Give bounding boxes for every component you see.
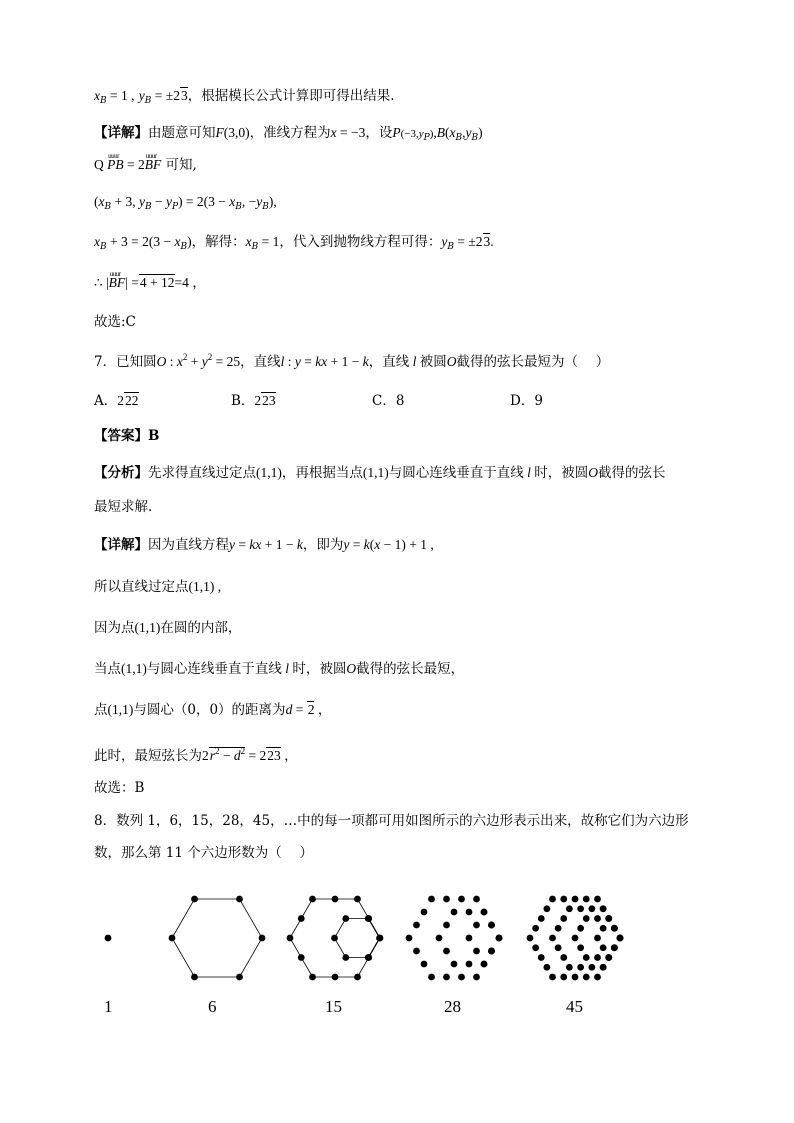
hex45-l4-dot bbox=[532, 925, 539, 932]
solution-line-4: ($x_B + 3$, $y_B - y_P) = 2(3 - x_B$, $-y_B$), bbox=[94, 194, 277, 212]
solution-line-7: 故选:C bbox=[94, 314, 136, 330]
hex45-l4-dot bbox=[560, 896, 567, 903]
hex45-l4-dot bbox=[538, 915, 545, 922]
hex6-dot bbox=[191, 896, 198, 903]
hex45-l1-dot bbox=[600, 944, 607, 951]
hex28-l2-dot bbox=[451, 961, 458, 968]
hex28-l2-dot bbox=[466, 961, 473, 968]
hex28-l1-dot bbox=[496, 935, 503, 942]
hex15-outer-dot bbox=[298, 954, 305, 961]
hex45-l3-dot bbox=[560, 915, 567, 922]
hex15-outer-dot bbox=[298, 915, 305, 922]
hex6-outline bbox=[172, 899, 262, 977]
solution-line-5: $x_B + 3 = 2(3 - x_B)$，解得：$x_B = 1$，代入到抛物线方程可得：$y_B = \pm 23$. bbox=[94, 234, 494, 252]
hex15-inner-dot bbox=[365, 915, 372, 922]
hex15-outer-dot bbox=[354, 896, 361, 903]
option-b: B．223 bbox=[231, 393, 276, 409]
hex28-l2-dot bbox=[443, 922, 450, 929]
hex45-l4-dot bbox=[543, 905, 550, 912]
solution-line-3: Q uuur PB = 2uuur BF 可知, bbox=[94, 155, 197, 175]
hex45-l2-dot bbox=[577, 925, 584, 932]
option-d: D．9 bbox=[510, 393, 543, 409]
analysis-line-2: 最短求解. bbox=[94, 499, 153, 515]
hex45-l2-dot bbox=[583, 915, 590, 922]
hex28-l1-dot bbox=[466, 935, 473, 942]
hex6-dot bbox=[169, 935, 176, 942]
hex45-l1-dot bbox=[594, 935, 601, 942]
hex45-l3-dot bbox=[566, 964, 573, 971]
hex45-l3-dot bbox=[600, 964, 607, 971]
hex45-l2-dot bbox=[572, 935, 579, 942]
hex15-inner-dot bbox=[376, 935, 383, 942]
hex28-l3-dot bbox=[406, 935, 413, 942]
answer-label: 【答案】B bbox=[94, 428, 160, 444]
hex6-dot bbox=[259, 935, 266, 942]
hex28-l3-dot bbox=[458, 974, 465, 981]
detail-line-7: 故选：B bbox=[94, 780, 145, 796]
hex1-dot bbox=[105, 935, 112, 942]
figure-label-6: 6 bbox=[208, 997, 217, 1016]
hex15-inner-dot bbox=[342, 915, 349, 922]
detail-line-6: 此时，最短弦长为$2r^2 - d^2 = 223$ ， bbox=[94, 746, 298, 764]
hex15-inner-outline bbox=[335, 919, 380, 958]
hex28-l3-dot bbox=[421, 961, 428, 968]
figure-label-28: 28 bbox=[444, 997, 461, 1016]
hex45-l4-dot bbox=[527, 935, 534, 942]
hex28-l2-dot bbox=[436, 935, 443, 942]
hex45-l3-dot bbox=[549, 935, 556, 942]
detail-line-3: 因为点(1,1)在圆的内部， bbox=[94, 620, 242, 636]
figure-label-1: 1 bbox=[104, 997, 113, 1016]
hex28-l1-dot bbox=[488, 948, 495, 955]
hex28-l2-dot bbox=[481, 961, 488, 968]
hex45-l1-dot bbox=[611, 925, 618, 932]
hex45-l4-dot bbox=[560, 974, 567, 981]
hex15-outer-dot bbox=[354, 974, 361, 981]
hex28-l3-dot bbox=[428, 896, 435, 903]
hex15-outer-dot bbox=[309, 896, 316, 903]
hex45-l4-dot bbox=[583, 896, 590, 903]
detail-line-1: 【详解】因为直线方程y = kx + 1 − k，即为y = k(x − 1) + 1 , bbox=[94, 537, 434, 553]
hex45-l4-dot bbox=[549, 896, 556, 903]
detail-line-5: 点(1,1)与圆心（0，0）的距离为d = 2 ， bbox=[94, 702, 332, 718]
hex15-inner-dot bbox=[365, 954, 372, 961]
hex45-l3-dot bbox=[577, 964, 584, 971]
hex28-l3-dot bbox=[428, 974, 435, 981]
hex15-outer-dot bbox=[332, 974, 339, 981]
hex45-l2-dot bbox=[594, 954, 601, 961]
hex45-l3-dot bbox=[588, 964, 595, 971]
hex45-l4-dot bbox=[572, 896, 579, 903]
hex45-l4-dot bbox=[583, 974, 590, 981]
hex28-l3-dot bbox=[413, 922, 420, 929]
hex28-l3-dot bbox=[443, 896, 450, 903]
hex28-l1-dot bbox=[473, 922, 480, 929]
hex6-dot bbox=[236, 896, 243, 903]
hex45-l3-dot bbox=[600, 905, 607, 912]
hex28-l2-dot bbox=[443, 948, 450, 955]
hex45-l4-dot bbox=[594, 896, 601, 903]
hex28-l3-dot bbox=[413, 948, 420, 955]
hex15-inner-dot bbox=[331, 935, 338, 942]
hex45-l3-dot bbox=[588, 905, 595, 912]
hex45-l1-dot bbox=[617, 935, 624, 942]
hex45-l3-dot bbox=[555, 925, 562, 932]
hex15-outer-dot bbox=[332, 896, 339, 903]
hex45-l2-dot bbox=[583, 954, 590, 961]
solution-line-2: 【详解】由题意可知F(3,0)，准线方程为x = −3，设$P(-3,y_P),B(x_B,y_B)$ bbox=[94, 125, 483, 143]
detail-line-2: 所以直线过定点(1,1) , bbox=[94, 579, 222, 595]
hex45-l2-dot bbox=[605, 915, 612, 922]
figure-label-45: 45 bbox=[566, 997, 583, 1016]
hex28-l1-dot bbox=[488, 922, 495, 929]
solution-line-6: ∴ |uuur BF| =4 + 12=4 ， bbox=[94, 273, 206, 293]
hex6-dot bbox=[191, 974, 198, 981]
hex45-l1-dot bbox=[600, 925, 607, 932]
hex6-dot bbox=[236, 974, 243, 981]
hex45-l2-dot bbox=[594, 915, 601, 922]
hex28-l2-dot bbox=[481, 909, 488, 916]
hex28-l3-dot bbox=[421, 909, 428, 916]
figure-label-15: 15 bbox=[325, 997, 342, 1016]
analysis-line-1: 【分析】先求得直线过定点(1,1)，再根据当点(1,1)与圆心连线垂直于直线 l 时，被圆O截得的弦长 bbox=[94, 465, 666, 481]
detail-line-4: 当点(1,1)与圆心连线垂直于直线 l 时，被圆O截得的弦长最短， bbox=[94, 661, 465, 677]
hex28-l1-dot bbox=[473, 948, 480, 955]
hex28-l2-dot bbox=[451, 909, 458, 916]
question-8-stem-line-1: 8．数列 1，6，15，28，45，…中的每一项都可用如图所示的六边形表示出来，故称它们为六边形 bbox=[94, 813, 689, 829]
hex45-l4-dot bbox=[532, 944, 539, 951]
hex28-l3-dot bbox=[473, 974, 480, 981]
hex45-l4-dot bbox=[594, 974, 601, 981]
hex45-l1-dot bbox=[611, 944, 618, 951]
hex28-l3-dot bbox=[473, 896, 480, 903]
option-c: C．8 bbox=[372, 393, 405, 409]
hex45-l4-dot bbox=[549, 974, 556, 981]
hex45-l3-dot bbox=[555, 944, 562, 951]
question-7-stem: 7．已知圆O : $x^2 + y^2 = 25$，直线l : y = kx + 1 − k，直线 l 被圆O截得的弦长最短为（ ） bbox=[94, 352, 610, 370]
hex45-l3-dot bbox=[566, 905, 573, 912]
hex28-l3-dot bbox=[443, 974, 450, 981]
hex45-l2-dot bbox=[577, 944, 584, 951]
hex28-l2-dot bbox=[466, 909, 473, 916]
hex45-l3-dot bbox=[560, 954, 567, 961]
hex45-l2-dot bbox=[605, 954, 612, 961]
hex45-l3-dot bbox=[577, 905, 584, 912]
option-a: A．222 bbox=[94, 393, 139, 409]
hex15-outer-dot bbox=[309, 974, 316, 981]
hex45-l4-dot bbox=[538, 954, 545, 961]
hex45-l4-dot bbox=[572, 974, 579, 981]
question-8-stem-line-2: 数，那么第 11 个六边形数为（ ） bbox=[94, 845, 314, 861]
solution-line-1: $x_B = 1$ , $y_B = \pm 23$，根据模长公式计算即可得出结果. bbox=[94, 88, 395, 106]
hex15-inner-dot bbox=[342, 954, 349, 961]
hex45-l4-dot bbox=[543, 964, 550, 971]
hex15-outer-dot bbox=[287, 935, 294, 942]
hex28-l3-dot bbox=[458, 896, 465, 903]
